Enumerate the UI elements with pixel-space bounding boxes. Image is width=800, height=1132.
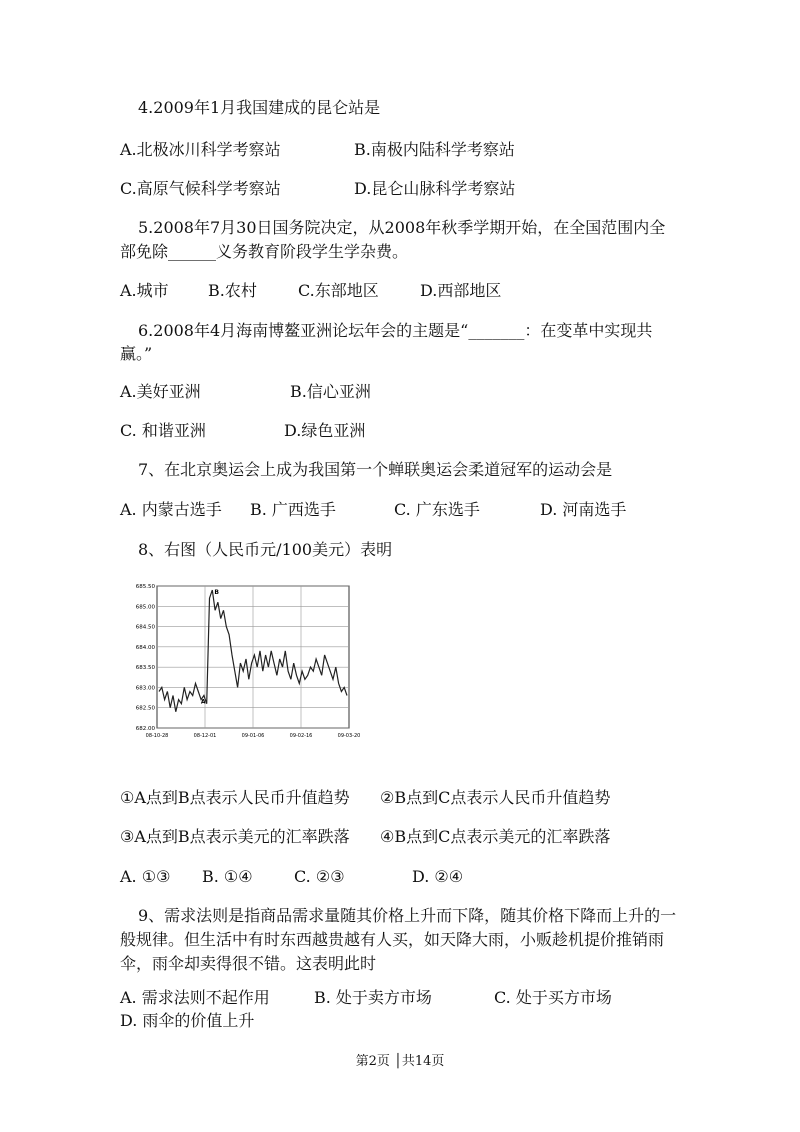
q6-option-a: A.美好亚洲: [120, 382, 201, 401]
q5-option-b: B.农村: [208, 281, 257, 300]
chart-x-tick-label: 09-02-16: [289, 733, 313, 739]
q9-stem-line2: 般规律。但生活中有时东西越贵越有人买，如天降大雨，小贩趁机提价推销雨: [120, 930, 665, 949]
chart-y-tick-label: 685.50: [135, 584, 155, 590]
q8-option-d: D. ②④: [412, 867, 464, 886]
q8-statement-2: ②B点到C点表示人民币升值趋势: [380, 788, 611, 807]
q8-statement-3: ③A点到B点表示美元的汇率跌落: [120, 827, 350, 846]
q8-option-b: B. ①④: [202, 867, 253, 886]
q6-stem-line2: 赢。”: [120, 344, 153, 363]
chart-y-tick-label: 683.50: [135, 665, 155, 672]
chart-x-tick-label: 09-01-06: [241, 733, 265, 739]
chart-x-tick-label: 08-12-01: [193, 733, 217, 739]
q5-option-d: D.西部地区: [420, 281, 502, 300]
q8-statement-1: ①A点到B点表示人民币升值趋势: [120, 788, 350, 807]
q7-option-c: C. 广东选手: [394, 500, 480, 519]
page-footer: 第2页 │共14页: [355, 1054, 445, 1069]
q9-option-d: D. 雨伞的价值上升: [120, 1011, 255, 1030]
q8-statement-4: ④B点到C点表示美元的汇率跌落: [380, 827, 611, 846]
chart-point-label: A: [200, 698, 206, 706]
q7-stem: 7、在北京奥运会上成为我国第一个蝉联奥运会柔道冠军的运动会是: [138, 460, 613, 479]
q7-option-d: D. 河南选手: [540, 500, 627, 519]
chart-y-tick-label: 682.50: [135, 705, 155, 712]
chart-y-tick-label: 683.00: [135, 685, 155, 692]
q8-option-c: C. ②③: [294, 867, 345, 886]
chart-y-ticks: [136, 584, 156, 732]
q6-stem-line1: 6.2008年4月海南博鳌亚洲论坛年会的主题是“_______：在变革中实现共: [138, 321, 653, 340]
q4-option-b: B.南极内陆科学考察站: [354, 140, 515, 159]
q9-option-a: A. 需求法则不起作用: [120, 988, 270, 1007]
q4-option-a: A.北极冰川科学考察站: [120, 140, 281, 159]
chart-y-tick-label: 685.00: [135, 604, 155, 611]
chart-point-label: B: [214, 589, 219, 597]
q7-option-b: B. 广西选手: [250, 500, 336, 519]
chart-x-tick-label: 09-03-20: [337, 733, 361, 739]
q4-option-c: C.高原气候科学考察站: [120, 179, 281, 198]
q9-stem-line1: 9、需求法则是指商品需求量随其价格上升而下降，随其价格下降而上升的一: [138, 906, 677, 925]
chart-y-tick-label: 684.50: [135, 624, 155, 631]
q6-option-b: B.信心亚洲: [290, 382, 371, 401]
q9-option-c: C. 处于买方市场: [494, 988, 612, 1007]
chart-x-ticks: [146, 733, 361, 739]
q5-stem-line1: 5.2008年7月30日国务院决定，从2008年秋季学期开始，在全国范围内全: [138, 218, 666, 237]
q9-option-b: B. 处于卖方市场: [314, 988, 432, 1007]
q5-option-c: C.东部地区: [298, 281, 379, 300]
q4-stem: 4.2009年1月我国建成的昆仑站是: [138, 98, 381, 117]
chart-grid: [157, 586, 349, 728]
q7-option-a: A. 内蒙古选手: [120, 500, 222, 519]
chart-y-tick-label: 682.00: [135, 726, 155, 732]
exchange-rate-chart: [125, 578, 361, 748]
q8-option-a: A. ①③: [120, 867, 171, 886]
q6-option-c: C. 和谐亚洲: [120, 421, 206, 440]
chart-y-tick-label: 684.00: [135, 644, 155, 651]
q6-option-d: D.绿色亚洲: [284, 421, 366, 440]
q9-stem-line3: 伞，雨伞却卖得很不错。这表明此时: [120, 954, 377, 973]
q8-stem: 8、右图（人民币元/100美元）表明: [138, 540, 393, 559]
q5-stem-line2: 部免除______义务教育阶段学生学杂费。: [120, 242, 409, 261]
chart-x-tick-label: 08-10-28: [145, 733, 169, 739]
q5-option-a: A.城市: [120, 281, 169, 300]
q4-option-d: D.昆仑山脉科学考察站: [354, 179, 516, 198]
